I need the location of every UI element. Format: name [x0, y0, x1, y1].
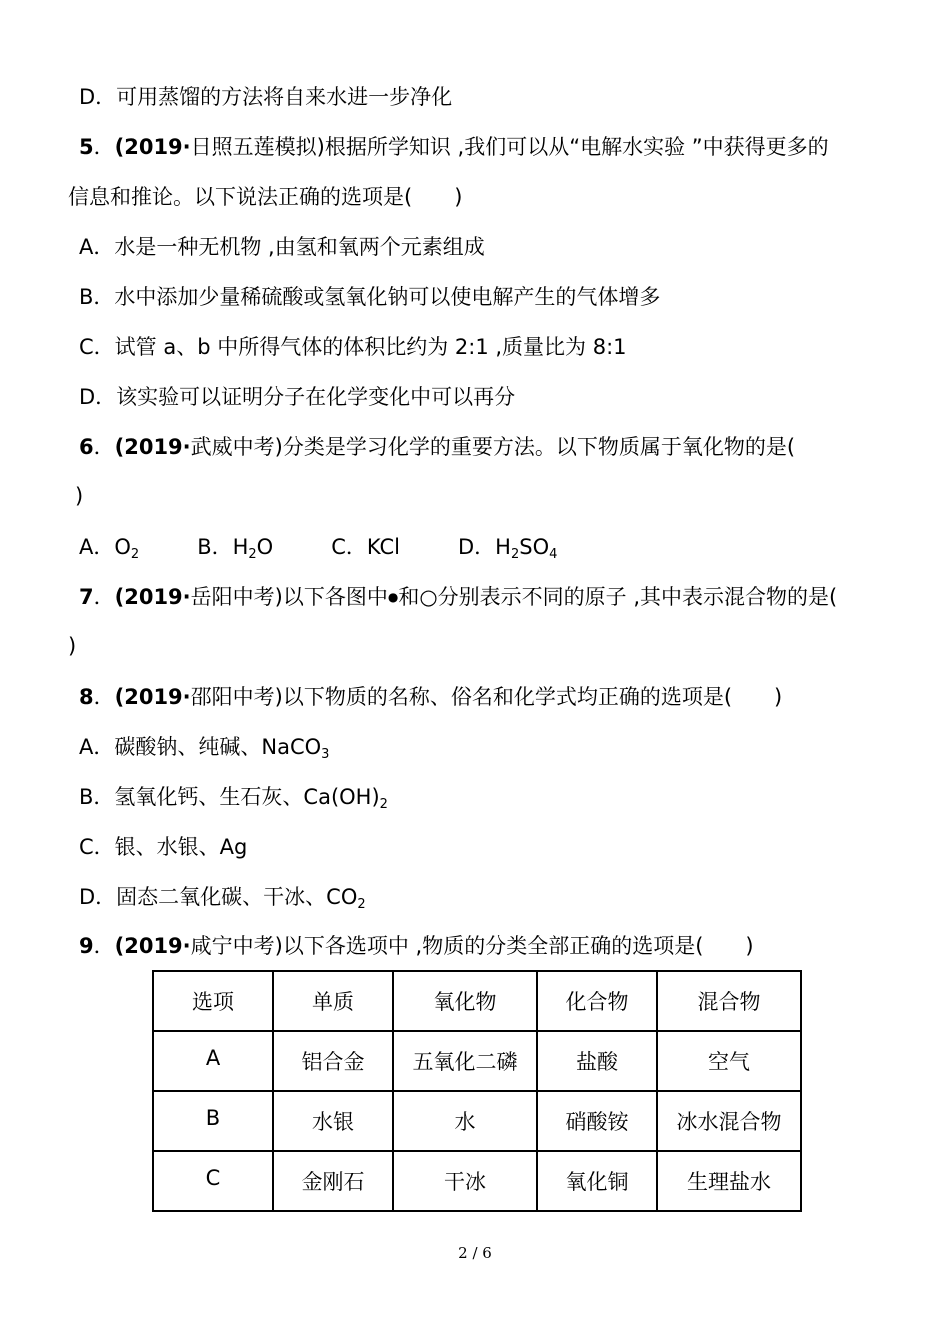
- table-header-cell: 单质: [273, 971, 393, 1031]
- table-cell: A: [153, 1031, 273, 1091]
- question-6-stem-cont: ): [75, 484, 84, 508]
- table-cell: 生理盐水: [657, 1151, 801, 1211]
- table-cell: 硝酸铵: [537, 1091, 657, 1151]
- q6-option-c: C．KCl: [331, 535, 400, 559]
- question-source: (2019·: [114, 435, 191, 459]
- question-number: 9: [79, 934, 94, 958]
- table-cell: B: [153, 1091, 273, 1151]
- table-row: [153, 1091, 801, 1151]
- question-5-stem-cont: 信息和推论。以下说法正确的选项是( ): [68, 185, 463, 209]
- q8-option-a: A．碳酸钠、纯碱、NaCO$_3$: [79, 735, 330, 762]
- table-cell: 水: [393, 1091, 537, 1151]
- q6-option-d: D．$H_2SO_4$: [458, 535, 558, 562]
- q6-option-b: B．$H_2O$: [197, 535, 274, 562]
- table-row: [153, 1151, 801, 1211]
- question-8-stem: 8．(2019·邵阳中考)以下物质的名称、俗名和化学式均正确的选项是( ): [79, 685, 783, 709]
- q8-option-b: B．氢氧化钙、生石灰、$Ca(OH)_2$: [79, 785, 388, 812]
- q5-option-a: A．水是一种无机物 ,由氢和氧两个元素组成: [79, 235, 485, 259]
- table-header-cell: 化合物: [537, 971, 657, 1031]
- table-cell: 水银: [273, 1091, 393, 1151]
- table-row: [153, 1031, 801, 1091]
- q6-options: [0, 532, 950, 562]
- question-source: (2019·: [114, 135, 191, 159]
- question-6-stem: 6．(2019·武威中考)分类是学习化学的重要方法。以下物质属于氧化物的是(: [79, 435, 796, 459]
- question-source: (2019·: [114, 685, 191, 709]
- q5-option-c: C．试管 a、b 中所得气体的体积比约为 2:1 ,质量比为 8:1: [79, 335, 627, 359]
- question-7-stem: 7．(2019·岳阳中考)以下各图中●和○分别表示不同的原子 ,其中表示混合物的是(: [79, 585, 838, 609]
- question-source: (2019·: [114, 585, 191, 609]
- q8-option-d: D．固态二氧化碳、干冰、$CO_2$: [79, 885, 366, 912]
- question-number: 8: [79, 685, 94, 709]
- table-cell: 金刚石: [273, 1151, 393, 1211]
- question-5-stem: 5．(2019·日照五莲模拟)根据所学知识 ,我们可以从“电解水实验 ”中获得更多的: [79, 135, 829, 159]
- table-cell: 空气: [657, 1031, 801, 1091]
- q4-option-d: D．可用蒸馏的方法将自来水进一步净化: [79, 85, 453, 109]
- table-header-cell: 选项: [153, 971, 273, 1031]
- table-cell: 冰水混合物: [657, 1091, 801, 1151]
- question-number: 7: [79, 585, 94, 609]
- table-cell: 铝合金: [273, 1031, 393, 1091]
- classification-table: [152, 970, 802, 1212]
- q8-option-c: C．银、水银、Ag: [79, 835, 248, 859]
- table-cell: 五氧化二磷: [393, 1031, 537, 1091]
- table-cell: C: [153, 1151, 273, 1211]
- filled-atom-icon: ●: [387, 590, 399, 604]
- q5-option-d: D．该实验可以证明分子在化学变化中可以再分: [79, 385, 516, 409]
- hollow-atom-icon: ○: [419, 585, 438, 609]
- question-7-stem-cont: ): [68, 634, 77, 658]
- table-cell: 干冰: [393, 1151, 537, 1211]
- question-9-stem: 9．(2019·咸宁中考)以下各选项中 ,物质的分类全部正确的选项是( ): [79, 934, 754, 958]
- table-header-row: [153, 971, 801, 1031]
- page-number: 2 / 6: [458, 1244, 492, 1262]
- table-cell: 氧化铜: [537, 1151, 657, 1211]
- table-header-cell: 混合物: [657, 971, 801, 1031]
- question-number: 6: [79, 435, 94, 459]
- table-cell: 盐酸: [537, 1031, 657, 1091]
- question-number: 5: [79, 135, 94, 159]
- question-source: (2019·: [114, 934, 191, 958]
- q5-option-b: B．水中添加少量稀硫酸或氢氧化钠可以使电解产生的气体增多: [79, 285, 661, 309]
- table-header-cell: 氧化物: [393, 971, 537, 1031]
- q6-option-a: A．$O_2$: [79, 535, 140, 562]
